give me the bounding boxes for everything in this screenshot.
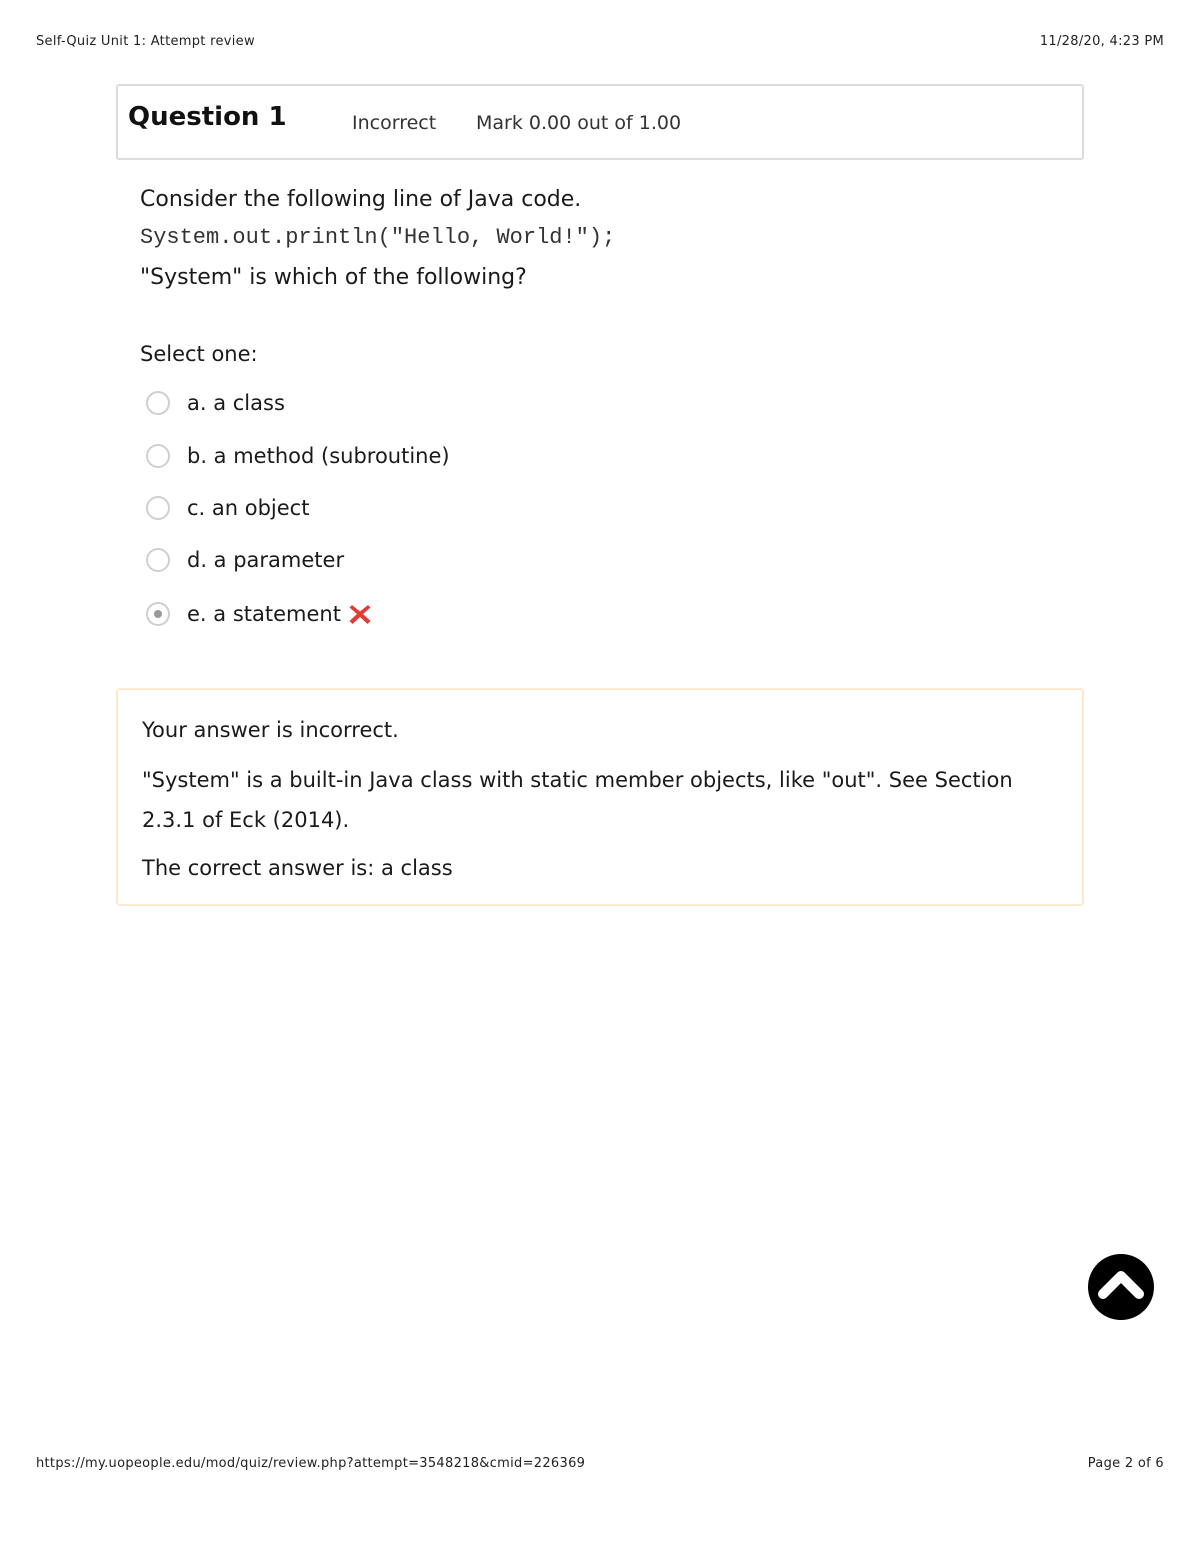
radio-button[interactable] [146,444,170,468]
back-to-top-button[interactable] [1088,1254,1154,1320]
question-code: System.out.println("Hello, World!"); [140,225,616,250]
question-intro: Consider the following line of Java code. [140,187,582,212]
answer-option-c[interactable] [146,491,309,525]
cross-icon [347,601,373,627]
answer-label: c. an object [187,496,310,520]
select-prompt: Select one: [140,342,258,366]
correct-answer: The correct answer is: a class [142,856,453,880]
page-title: Self-Quiz Unit 1: Attempt review [36,34,255,49]
answer-label: b. a method (subroutine) [187,444,450,468]
answer-option-a[interactable] [146,386,285,420]
print-footer [36,1456,1164,1471]
question-text [140,186,1060,368]
page-indicator: Page 2 of 6 [1087,1456,1164,1471]
question-ask: "System" is which of the following? [140,265,527,290]
question-state: Incorrect [352,112,437,134]
question-grade: Mark 0.00 out of 1.00 [476,112,682,134]
feedback-box [116,688,1084,906]
answer-option-d[interactable] [146,543,344,577]
answer-label: d. a parameter [187,548,345,572]
chevron-up-icon [1097,1267,1145,1307]
radio-button-selected[interactable] [146,602,170,626]
radio-button[interactable] [146,391,170,415]
answer-option-e[interactable] [146,597,373,631]
radio-button[interactable] [146,548,170,572]
print-header [36,34,1164,49]
answer-label: e. a statement [187,602,341,626]
radio-button[interactable] [146,496,170,520]
print-datetime: 11/28/20, 4:23 PM [1039,34,1164,49]
radio-selected-dot [154,610,162,618]
question-number: Question 1 [128,102,287,132]
question-info-box [116,84,1084,160]
feedback-verdict: Your answer is incorrect. [142,718,399,742]
answer-option-b[interactable] [146,439,450,473]
general-feedback: "System" is a built-in Java class with static member objects, like "out". See Section 2.3.1 of Eck (2014). [142,768,1013,832]
page-url: https://my.uopeople.edu/mod/quiz/review.php?attempt=3548218&cmid=226369 [36,1456,586,1471]
answer-label: a. a class [187,391,285,415]
